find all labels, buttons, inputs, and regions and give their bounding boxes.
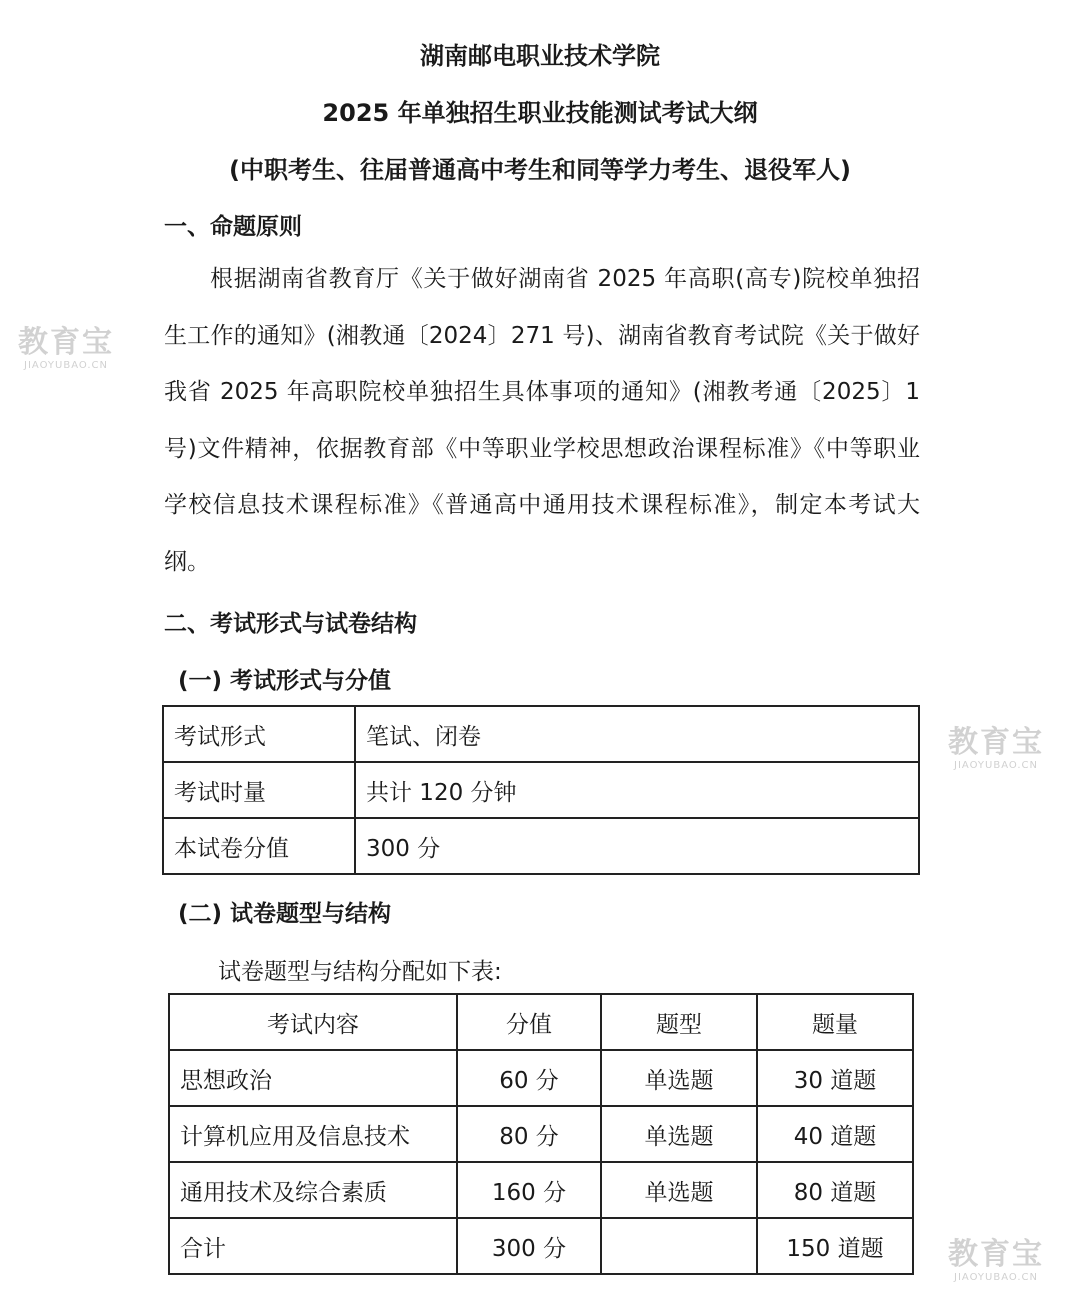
watermark-brand: 教育宝 xyxy=(18,325,114,360)
content-cell: 计算机应用及信息技术 xyxy=(169,1106,457,1162)
header-cell: 分值 xyxy=(457,994,601,1050)
header-cell: 考试内容 xyxy=(169,994,457,1050)
section2-heading: 二、考试形式与试卷结构 xyxy=(164,611,417,637)
document-title: 2025 年单独招生职业技能测试考试大纲 xyxy=(322,99,758,127)
school-name: 湖南邮电职业技术学院 xyxy=(420,42,660,70)
watermark-logo xyxy=(948,1238,1044,1284)
type-cell: 单选题 xyxy=(601,1106,757,1162)
section1-paragraph: 根据湖南省教育厅《关于做好湖南省 2025 年高职(高专)院校单独招生工作的通知》(湘教通〔2024〕271 号)、湖南省教育考试院《关于做好我省 2025 年高职院校单独招生具体事项的通知》(湘教考通〔2025〕1 号)文件精神，依据教育部《中等职业学校思想政治课程标准》《中等职业学校信息技术课程标准》《普通高中通用技术课程标准》，制定本考试大纲。 xyxy=(164,266,920,575)
table-row xyxy=(169,1218,913,1274)
type-cell: 单选题 xyxy=(601,1050,757,1106)
table-row xyxy=(163,818,919,874)
format-label-cell: 考试形式 xyxy=(163,706,355,762)
score-cell: 60 分 xyxy=(457,1050,601,1106)
table-header-row xyxy=(169,994,913,1050)
table-row xyxy=(163,706,919,762)
type-cell: 单选题 xyxy=(601,1162,757,1218)
watermark-logo xyxy=(18,326,114,372)
format-value-cell: 笔试、闭卷 xyxy=(355,706,919,762)
exam-structure-table xyxy=(168,993,914,1275)
format-value-cell: 300 分 xyxy=(355,818,919,874)
watermark-domain: JIAOYUBAO.CN xyxy=(954,760,1038,771)
watermark-domain: JIAOYUBAO.CN xyxy=(24,360,108,371)
subsection2-heading: (二) 试卷题型与结构 xyxy=(178,901,392,927)
content-cell: 合计 xyxy=(169,1218,457,1274)
watermark-logo xyxy=(948,726,1044,772)
section1-heading: 一、命题原则 xyxy=(164,214,302,240)
table-row xyxy=(169,1050,913,1106)
score-cell: 300 分 xyxy=(457,1218,601,1274)
score-cell: 80 分 xyxy=(457,1106,601,1162)
structure-intro: 试卷题型与结构分配如下表: xyxy=(218,959,502,985)
table-row xyxy=(169,1162,913,1218)
content-cell: 思想政治 xyxy=(169,1050,457,1106)
header-cell: 题量 xyxy=(757,994,913,1050)
score-cell: 160 分 xyxy=(457,1162,601,1218)
count-cell: 150 道题 xyxy=(757,1218,913,1274)
format-label-cell: 考试时量 xyxy=(163,762,355,818)
content-cell: 通用技术及综合素质 xyxy=(169,1162,457,1218)
watermark-brand: 教育宝 xyxy=(948,1237,1044,1272)
exam-format-table xyxy=(162,705,920,875)
document-subtitle: (中职考生、往届普通高中考生和同等学力考生、退役军人) xyxy=(229,156,851,184)
table-row xyxy=(163,762,919,818)
count-cell: 80 道题 xyxy=(757,1162,913,1218)
header-cell: 题型 xyxy=(601,994,757,1050)
format-label-cell: 本试卷分值 xyxy=(163,818,355,874)
table-row xyxy=(169,1106,913,1162)
count-cell: 30 道题 xyxy=(757,1050,913,1106)
watermark-domain: JIAOYUBAO.CN xyxy=(954,1272,1038,1283)
type-cell xyxy=(601,1218,757,1274)
format-value-cell: 共计 120 分钟 xyxy=(355,762,919,818)
watermark-brand: 教育宝 xyxy=(948,725,1044,760)
subsection1-heading: (一) 考试形式与分值 xyxy=(178,668,392,694)
count-cell: 40 道题 xyxy=(757,1106,913,1162)
